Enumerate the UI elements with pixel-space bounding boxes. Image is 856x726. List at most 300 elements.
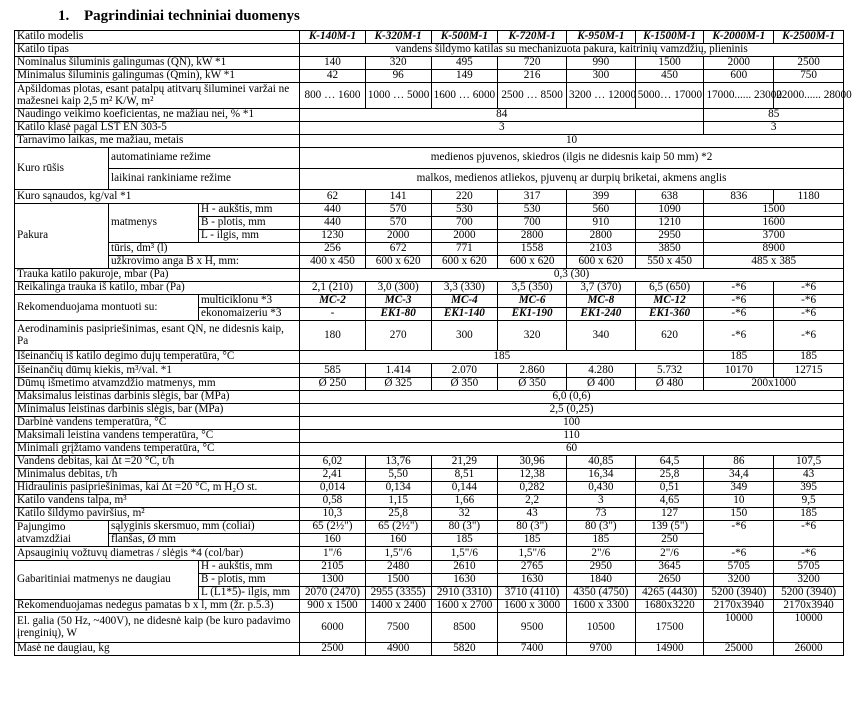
model-header: K-320M-1	[365, 31, 431, 44]
cell-value: MC-8	[566, 295, 635, 308]
cell-value: 85	[704, 109, 844, 122]
cell-value: MC-12	[635, 295, 704, 308]
cell-value: 2500	[300, 643, 366, 656]
cell-value: 1500	[635, 57, 704, 70]
sub-label: tūris, dm³ (l)	[109, 243, 300, 256]
cell-value: 107,5	[774, 456, 844, 469]
cell-value: 1,5"/6	[498, 547, 567, 561]
sub-label: B - plotis, mm	[198, 574, 299, 587]
table-row	[15, 135, 844, 148]
cell-value: 1.414	[365, 364, 431, 378]
row-label: El. galia (50 Hz, ~400V), ne didesnė kaip (be kuro padavimo įrenginių), W	[15, 613, 300, 643]
table-row	[15, 256, 844, 269]
row-label: Apšildomas plotas, esant patalpų atitvarų šiluminei varžai ne mažesnei kaip 2,5 m² K/W, m²	[15, 83, 300, 109]
cell-value: 5.732	[635, 364, 704, 378]
row-label: Reikalinga trauka iš katilo, mbar (Pa)	[15, 282, 300, 295]
cell-value: 2650	[635, 574, 704, 587]
cell-value: 4900	[365, 643, 431, 656]
table-row	[15, 57, 844, 70]
table-row	[15, 508, 844, 521]
cell-value: 1210	[635, 217, 704, 230]
cell-value: 2103	[566, 243, 635, 256]
cell-value: -*6	[704, 295, 774, 308]
cell-value: 585	[300, 364, 366, 378]
cell-value: 4350 (4750)	[566, 587, 635, 600]
cell-value: 2800	[566, 230, 635, 243]
cell-value: 25000	[704, 643, 774, 656]
cell-value: malkos, medienos atliekos, pjuvenų ar durpių briketai, akmens anglis	[300, 169, 844, 190]
cell-value: Ø 350	[498, 378, 567, 391]
table-row	[15, 295, 844, 308]
cell-value: 1600	[704, 217, 844, 230]
cell-value: 990	[566, 57, 635, 70]
table-row	[15, 109, 844, 122]
cell-value: 2950	[635, 230, 704, 243]
cell-value: 3710 (4110)	[498, 587, 567, 600]
cell-value: 4265 (4430)	[635, 587, 704, 600]
cell-value: vandens šildymo katilas su mechanizuota pakura, kaitrinių vamzdžių, plieninis	[300, 44, 844, 57]
cell-value: 84	[300, 109, 704, 122]
row-label: Rekomenduojamas nedegus pamatas b x l, mm (žr. p.5.3)	[15, 600, 300, 613]
cell-value: 185	[300, 351, 704, 364]
cell-value: -*6	[704, 308, 774, 321]
cell-value: 1600 x 2700	[431, 600, 498, 613]
cell-value: -	[300, 308, 366, 321]
section-number: 1.	[58, 8, 70, 24]
cell-value: 12715	[774, 364, 844, 378]
cell-value: 340	[566, 321, 635, 351]
cell-value: 1300	[300, 574, 366, 587]
cell-value: 64,5	[635, 456, 704, 469]
cell-value: 600 x 620	[431, 256, 498, 269]
cell-value: 317	[498, 190, 567, 204]
cell-value: 10500	[566, 613, 635, 643]
cell-value: 300	[431, 321, 498, 351]
cell-value: 3200	[774, 574, 844, 587]
row-label: Katilo klasė pagal LST EN 303-5	[15, 122, 300, 135]
row-label: Rekomenduojama montuoti su:	[15, 295, 199, 321]
cell-value: 450	[635, 70, 704, 83]
cell-value: 4.280	[566, 364, 635, 378]
cell-value: 2765	[498, 561, 567, 574]
cell-value: 185	[774, 351, 844, 364]
cell-value: 400 x 450	[300, 256, 366, 269]
cell-value: 3,5 (350)	[498, 282, 567, 295]
row-label: Vandens debitas, kai Δt =20 °C, t/h	[15, 456, 300, 469]
cell-value: 3	[704, 122, 844, 135]
cell-value: 3645	[635, 561, 704, 574]
row-label: Kuro sąnaudos, kg/val *1	[15, 190, 300, 204]
cell-value: MC-3	[365, 295, 431, 308]
model-header: K-1500M-1	[635, 31, 704, 44]
sub-label: L (L1*5)- ilgis, mm	[198, 587, 299, 600]
cell-value: 149	[431, 70, 498, 83]
cell-value: 2070 (2470)	[300, 587, 366, 600]
cell-value: 10	[704, 495, 774, 508]
cell-value: 2955 (3355)	[365, 587, 431, 600]
cell-value: 399	[566, 190, 635, 204]
cell-value: 185	[774, 508, 844, 521]
cell-value: 600	[704, 70, 774, 83]
cell-value: 560	[566, 204, 635, 217]
cell-value: 6,5 (650)	[635, 282, 704, 295]
cell-value: 17000...... 23000	[704, 83, 774, 109]
table-row	[15, 282, 844, 295]
cell-value: 2910 (3310)	[431, 587, 498, 600]
cell-value: EK1-190	[498, 308, 567, 321]
row-label: Minimalus debitas, t/h	[15, 469, 300, 482]
cell-value: 65 (2½")	[365, 521, 431, 534]
cell-value: 7400	[498, 643, 567, 656]
cell-value: 0,430	[566, 482, 635, 495]
cell-value: 250	[635, 534, 704, 547]
cell-value: 0,58	[300, 495, 366, 508]
cell-value: EK1-140	[431, 308, 498, 321]
cell-value: 160	[300, 534, 366, 547]
cell-value: 2"/6	[635, 547, 704, 561]
cell-value: 127	[635, 508, 704, 521]
cell-value: 4,65	[635, 495, 704, 508]
sub-label: ekonomaizeriu *3	[198, 308, 299, 321]
row-label: Katilo modelis	[15, 31, 300, 44]
cell-value: 3850	[635, 243, 704, 256]
cell-value: 550 x 450	[635, 256, 704, 269]
cell-value: medienos pjuvenos, skiedros (ilgis ne didesnis kaip 50 mm) *2	[300, 148, 844, 169]
cell-value: 5200 (3940)	[704, 587, 774, 600]
cell-value: 6,0 (0,6)	[300, 391, 844, 404]
cell-value: 1500	[704, 204, 844, 217]
cell-value: 700	[498, 217, 567, 230]
cell-value: 141	[365, 190, 431, 204]
cell-value: 110	[300, 430, 844, 443]
table-row	[15, 430, 844, 443]
cell-value: 700	[431, 217, 498, 230]
cell-value: 300	[566, 70, 635, 83]
cell-value: 3,3 (330)	[431, 282, 498, 295]
cell-value: 1,15	[365, 495, 431, 508]
technical-data-table	[14, 30, 852, 656]
cell-value: 600 x 620	[498, 256, 567, 269]
row-label: Darbinė vandens temperatūra, °C	[15, 417, 300, 430]
cell-value: 65 (2½")	[300, 521, 366, 534]
cell-value: 216	[498, 70, 567, 83]
cell-value: 10,3	[300, 508, 366, 521]
cell-value: 5820	[431, 643, 498, 656]
row-label: Dūmų išmetimo atvamzdžio matmenys, mm	[15, 378, 300, 391]
cell-value: 185	[704, 351, 774, 364]
cell-value: 1840	[566, 574, 635, 587]
cell-value: 8,51	[431, 469, 498, 482]
cell-value: -*6	[704, 547, 774, 561]
sub-label: matmenys	[109, 204, 199, 243]
cell-value: 60	[300, 443, 844, 456]
cell-value: 3200 … 12000	[566, 83, 635, 109]
cell-value: 1680x3220	[635, 600, 704, 613]
row-label: Kuro rūšis	[15, 148, 109, 190]
cell-value: 40,85	[566, 456, 635, 469]
cell-value: 2950	[566, 561, 635, 574]
cell-value: -*6	[774, 521, 844, 547]
cell-value: 2500 … 8500	[498, 83, 567, 109]
table-row	[15, 351, 844, 364]
cell-value: 62	[300, 190, 366, 204]
cell-value: Ø 325	[365, 378, 431, 391]
model-header: K-2500M-1	[774, 31, 844, 44]
cell-value: 530	[431, 204, 498, 217]
table-row	[15, 469, 844, 482]
cell-value: 2"/6	[566, 547, 635, 561]
cell-value: 200x1000	[704, 378, 844, 391]
cell-value: 1500	[365, 574, 431, 587]
cell-value: 10170	[704, 364, 774, 378]
cell-value: 256	[300, 243, 366, 256]
cell-value: 14900	[635, 643, 704, 656]
cell-value: EK1-80	[365, 308, 431, 321]
cell-value: 43	[498, 508, 567, 521]
cell-value: 160	[365, 534, 431, 547]
cell-value: 395	[774, 482, 844, 495]
cell-value: 620	[635, 321, 704, 351]
row-label: Katilo vandens talpa, m³	[15, 495, 300, 508]
cell-value: 80 (3")	[566, 521, 635, 534]
row-label: Masė ne daugiau, kg	[15, 643, 300, 656]
cell-value: -*6	[704, 321, 774, 351]
sub-label: flanšas, Ø mm	[109, 534, 300, 547]
sub-label: multiciklonu *3	[198, 295, 299, 308]
cell-value: 140	[300, 57, 366, 70]
table-row	[15, 204, 844, 217]
table-row	[15, 404, 844, 417]
cell-value: EK1-240	[566, 308, 635, 321]
cell-value: 570	[365, 217, 431, 230]
cell-value: 2,5 (0,25)	[300, 404, 844, 417]
row-label: Maksimali leistina vandens temperatūra, °C	[15, 430, 300, 443]
sub-label: H - aukštis, mm	[198, 204, 299, 217]
table-row	[15, 169, 844, 190]
cell-value: 1600 … 6000	[431, 83, 498, 109]
row-label: Pakura	[15, 204, 109, 269]
table-row	[15, 643, 844, 656]
cell-value: 2,41	[300, 469, 366, 482]
cell-value: 440	[300, 204, 366, 217]
cell-value: 900 x 1500	[300, 600, 366, 613]
model-header: K-140M-1	[300, 31, 366, 44]
cell-value: 3,0 (300)	[365, 282, 431, 295]
cell-value: 0,282	[498, 482, 567, 495]
cell-value: 5000… 17000	[635, 83, 704, 109]
cell-value: 80 (3")	[498, 521, 567, 534]
cell-value: 17500	[635, 613, 704, 643]
cell-value: 26000	[774, 643, 844, 656]
cell-value: 10	[300, 135, 844, 148]
cell-value: 150	[704, 508, 774, 521]
cell-value: MC-6	[498, 295, 567, 308]
cell-value: 180	[300, 321, 366, 351]
cell-value: 8500	[431, 613, 498, 643]
cell-value: 720	[498, 57, 567, 70]
table-row	[15, 613, 844, 643]
cell-value: 185	[566, 534, 635, 547]
cell-value: 600 x 620	[566, 256, 635, 269]
table-row	[15, 391, 844, 404]
cell-value: 9700	[566, 643, 635, 656]
cell-value: 0,134	[365, 482, 431, 495]
sub-label: L - ilgis, mm	[198, 230, 299, 243]
row-label: Išeinančių dūmų kiekis, m³/val. *1	[15, 364, 300, 378]
cell-value: 495	[431, 57, 498, 70]
cell-value: 1400 x 2400	[365, 600, 431, 613]
cell-value: 6000	[300, 613, 366, 643]
cell-value: 2.070	[431, 364, 498, 378]
section-title	[58, 6, 300, 26]
cell-value: 1630	[498, 574, 567, 587]
table-row	[15, 443, 844, 456]
cell-value: 910	[566, 217, 635, 230]
cell-value: -*6	[774, 308, 844, 321]
cell-value: 9,5	[774, 495, 844, 508]
row-label: Maksimalus leistinas darbinis slėgis, bar (MPa)	[15, 391, 300, 404]
cell-value: 1,66	[431, 495, 498, 508]
cell-value: 8900	[704, 243, 844, 256]
cell-value: 672	[365, 243, 431, 256]
model-header: K-500M-1	[431, 31, 498, 44]
cell-value: 0,144	[431, 482, 498, 495]
cell-value: 638	[635, 190, 704, 204]
sub-label: automatiniame režime	[109, 148, 300, 169]
table-row	[15, 364, 844, 378]
cell-value: 5705	[774, 561, 844, 574]
cell-value: 10000	[704, 613, 774, 643]
cell-value: -*6	[704, 521, 774, 547]
cell-value: 320	[498, 321, 567, 351]
cell-value: 2170x3940	[774, 600, 844, 613]
cell-value: 3,7 (370)	[566, 282, 635, 295]
row-label: Išeinančių iš katilo degimo dujų temperatūra, °C	[15, 351, 300, 364]
table-row	[15, 190, 844, 204]
cell-value: 1600 x 3000	[498, 600, 567, 613]
table-row	[15, 44, 844, 57]
cell-value: -*6	[774, 321, 844, 351]
cell-value: 1,5"/6	[431, 547, 498, 561]
row-label: Nominalus šiluminis galingumas (QN), kW *1	[15, 57, 300, 70]
cell-value: 836	[704, 190, 774, 204]
cell-value: -*6	[774, 282, 844, 295]
cell-value: 3	[300, 122, 704, 135]
cell-value: 10000	[774, 613, 844, 643]
cell-value: 3200	[704, 574, 774, 587]
cell-value: 1230	[300, 230, 366, 243]
sub-label: laikinai rankiniame režime	[109, 169, 300, 190]
cell-value: 73	[566, 508, 635, 521]
cell-value: 13,76	[365, 456, 431, 469]
cell-value: 270	[365, 321, 431, 351]
cell-value: 1558	[498, 243, 567, 256]
cell-value: 22000...... 28000	[774, 83, 844, 109]
row-label: Aerodinaminis pasipriešinimas, esant QN, ne didesnis kaip, Pa	[15, 321, 300, 351]
cell-value: 0,3 (30)	[300, 269, 844, 282]
cell-value: 12,38	[498, 469, 567, 482]
cell-value: 2610	[431, 561, 498, 574]
cell-value: 25,8	[365, 508, 431, 521]
model-header: K-950M-1	[566, 31, 635, 44]
cell-value: 2480	[365, 561, 431, 574]
table-row	[15, 521, 844, 534]
table-row	[15, 378, 844, 391]
cell-value: 570	[365, 204, 431, 217]
table-row	[15, 482, 844, 495]
cell-value: 2.860	[498, 364, 567, 378]
table-row	[15, 269, 844, 282]
cell-value: 750	[774, 70, 844, 83]
cell-value: 800 … 1600	[300, 83, 366, 109]
table-row	[15, 547, 844, 561]
cell-value: Ø 400	[566, 378, 635, 391]
cell-value: 220	[431, 190, 498, 204]
row-label: Naudingo veikimo koeficientas, ne mažiau nei, % *1	[15, 109, 300, 122]
cell-value: 34,4	[704, 469, 774, 482]
cell-value: 2170x3940	[704, 600, 774, 613]
table-row	[15, 456, 844, 469]
section-title-text: Pagrindiniai techniniai duomenys	[84, 8, 300, 24]
row-label: Minimalus leistinas darbinis slėgis, bar (MPa)	[15, 404, 300, 417]
cell-value: 185	[498, 534, 567, 547]
cell-value: 139 (5")	[635, 521, 704, 534]
cell-value: 86	[704, 456, 774, 469]
cell-value: -*6	[774, 295, 844, 308]
cell-value: 440	[300, 217, 366, 230]
cell-value: Ø 350	[431, 378, 498, 391]
table-row	[15, 600, 844, 613]
cell-value: 5,50	[365, 469, 431, 482]
cell-value: 30,96	[498, 456, 567, 469]
cell-value: 2000	[431, 230, 498, 243]
model-header: K-720M-1	[498, 31, 567, 44]
cell-value: 600 x 620	[365, 256, 431, 269]
cell-value: 530	[498, 204, 567, 217]
cell-value: MC-2	[300, 295, 366, 308]
row-label: Tarnavimo laikas, me mažiau, metais	[15, 135, 300, 148]
cell-value: 0,014	[300, 482, 366, 495]
cell-value: 2105	[300, 561, 366, 574]
row-label: Trauka katilo pakuroje, mbar (Pa)	[15, 269, 300, 282]
cell-value: 2,2	[498, 495, 567, 508]
cell-value: 0,51	[635, 482, 704, 495]
row-label: Minimali grįžtamo vandens temperatūra, °C	[15, 443, 300, 456]
row-label: Katilo šildymo paviršius, m²	[15, 508, 300, 521]
cell-value: 42	[300, 70, 366, 83]
row-label: Pajungimo atvamzdžiai	[15, 521, 109, 547]
cell-value: 2000	[365, 230, 431, 243]
cell-value: 1630	[431, 574, 498, 587]
cell-value: 1180	[774, 190, 844, 204]
cell-value: 3	[566, 495, 635, 508]
cell-value: 185	[431, 534, 498, 547]
cell-value: Ø 250	[300, 378, 366, 391]
cell-value: 1090	[635, 204, 704, 217]
cell-value: 100	[300, 417, 844, 430]
sub-label: sąlyginis skersmuo, mm (coliai)	[109, 521, 300, 534]
cell-value: 21,29	[431, 456, 498, 469]
sub-label: B - plotis, mm	[198, 217, 299, 230]
row-label: Katilo tipas	[15, 44, 300, 57]
table-row	[15, 70, 844, 83]
table-row	[15, 561, 844, 574]
cell-value: 2,1 (210)	[300, 282, 366, 295]
cell-value: -*6	[704, 282, 774, 295]
table-row	[15, 31, 844, 44]
cell-value: 43	[774, 469, 844, 482]
cell-value: 771	[431, 243, 498, 256]
